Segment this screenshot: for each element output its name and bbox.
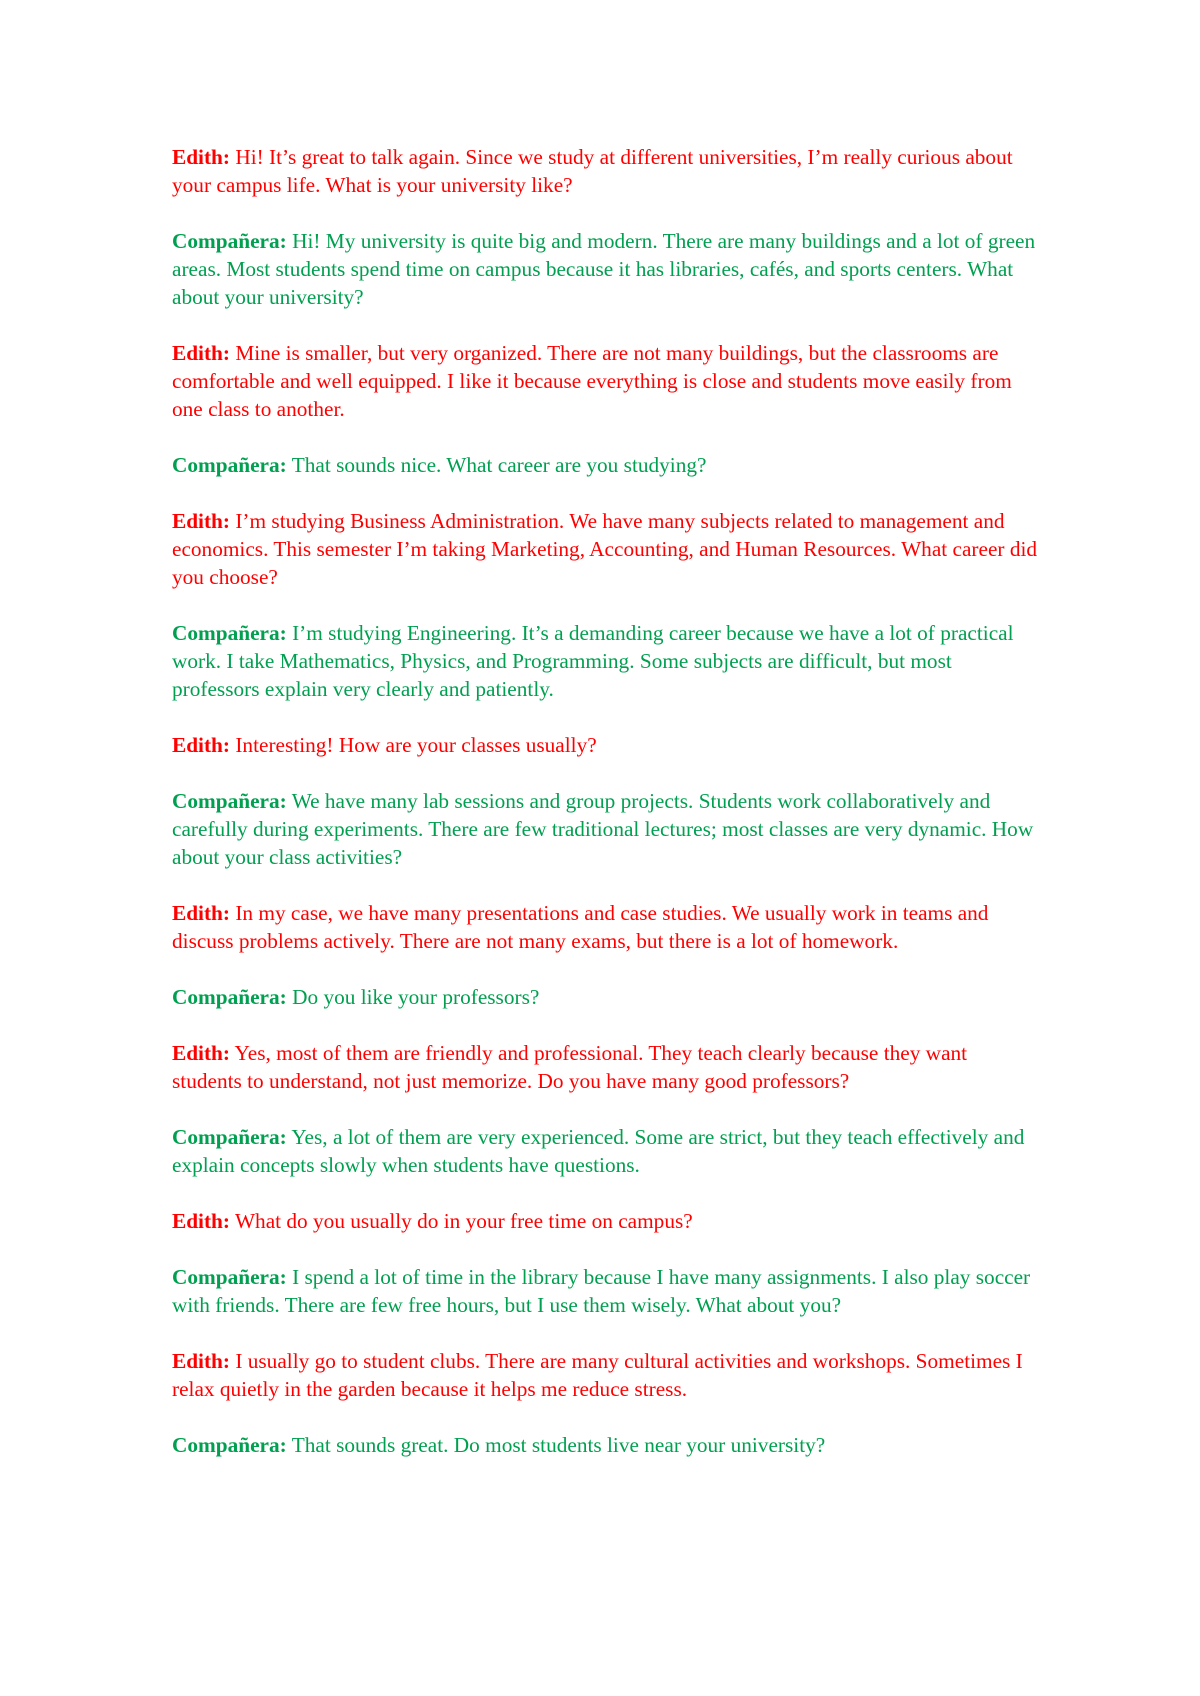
speaker-label: Edith: — [172, 145, 230, 169]
utterance-text: We have many lab sessions and group projects. Students work collaboratively and carefully during experiments. There are few traditional lectures; most classes are very dynamic. How about your class activities? — [172, 789, 1034, 869]
dialogue — [172, 143, 1042, 1487]
speaker-label: Compañera: — [172, 453, 287, 477]
edith-turn — [172, 507, 1042, 591]
utterance-text: In my case, we have many presentations and case studies. We usually work in teams and discuss problems actively. There are not many exams, but there is a lot of homework. — [172, 901, 989, 953]
utterance-text: I’m studying Engineering. It’s a demanding career because we have a lot of practical work. I take Mathematics, Physics, and Programming. Some subjects are difficult, but most professors explain very clearly and patiently. — [172, 621, 1014, 701]
utterance-text: I spend a lot of time in the library because I have many assignments. I also play soccer with friends. There are few free hours, but I use them wisely. What about you? — [172, 1265, 1031, 1317]
speaker-label: Compañera: — [172, 789, 287, 813]
utterance-text: Mine is smaller, but very organized. There are not many buildings, but the classrooms are comfortable and well equipped. I like it because everything is close and students move easily from one class to another. — [172, 341, 1012, 421]
speaker-label: Compañera: — [172, 985, 287, 1009]
speaker-label: Edith: — [172, 733, 230, 757]
companera-turn — [172, 1263, 1042, 1319]
edith-turn — [172, 1207, 1042, 1235]
speaker-label: Edith: — [172, 1209, 230, 1233]
companera-turn — [172, 1431, 1042, 1459]
companera-turn — [172, 619, 1042, 703]
speaker-label: Compañera: — [172, 621, 287, 645]
companera-turn — [172, 787, 1042, 871]
speaker-label: Edith: — [172, 901, 230, 925]
utterance-text: That sounds great. Do most students live near your university? — [291, 1433, 826, 1457]
edith-turn — [172, 1039, 1042, 1095]
utterance-text: Yes, a lot of them are very experienced. Some are strict, but they teach effectively and explain concepts slowly when students have questions. — [172, 1125, 1025, 1177]
speaker-label: Edith: — [172, 509, 230, 533]
utterance-text: Do you like your professors? — [292, 985, 540, 1009]
utterance-text: That sounds nice. What career are you studying? — [291, 453, 707, 477]
utterance-text: I’m studying Business Administration. We have many subjects related to management and economics. This semester I’m taking Marketing, Accounting, and Human Resources. What career did you choose? — [172, 509, 1038, 589]
companera-turn — [172, 227, 1042, 311]
speaker-label: Edith: — [172, 1041, 230, 1065]
utterance-text: Hi! My university is quite big and modern. There are many buildings and a lot of green areas. Most students spend time on campus because it has libraries, cafés, and sports centers. What about your university? — [172, 229, 1036, 309]
speaker-label: Compañera: — [172, 1433, 287, 1457]
edith-turn — [172, 1347, 1042, 1403]
companera-turn — [172, 451, 1042, 479]
utterance-text: Yes, most of them are friendly and professional. They teach clearly because they want students to understand, not just memorize. Do you have many good professors? — [172, 1041, 968, 1093]
utterance-text: I usually go to student clubs. There are many cultural activities and workshops. Sometimes I relax quietly in the garden because it helps me reduce stress. — [172, 1349, 1023, 1401]
companera-turn — [172, 1123, 1042, 1179]
speaker-label: Edith: — [172, 341, 230, 365]
edith-turn — [172, 731, 1042, 759]
speaker-label: Compañera: — [172, 1265, 287, 1289]
speaker-label: Compañera: — [172, 229, 287, 253]
edith-turn — [172, 899, 1042, 955]
speaker-label: Compañera: — [172, 1125, 287, 1149]
speaker-label: Edith: — [172, 1349, 230, 1373]
companera-turn — [172, 983, 1042, 1011]
edith-turn — [172, 339, 1042, 423]
utterance-text: Hi! It’s great to talk again. Since we study at different universities, I’m really curious about your campus life. What is your university like? — [172, 145, 1013, 197]
utterance-text: Interesting! How are your classes usually? — [235, 733, 597, 757]
utterance-text: What do you usually do in your free time on campus? — [234, 1209, 693, 1233]
edith-turn — [172, 143, 1042, 199]
